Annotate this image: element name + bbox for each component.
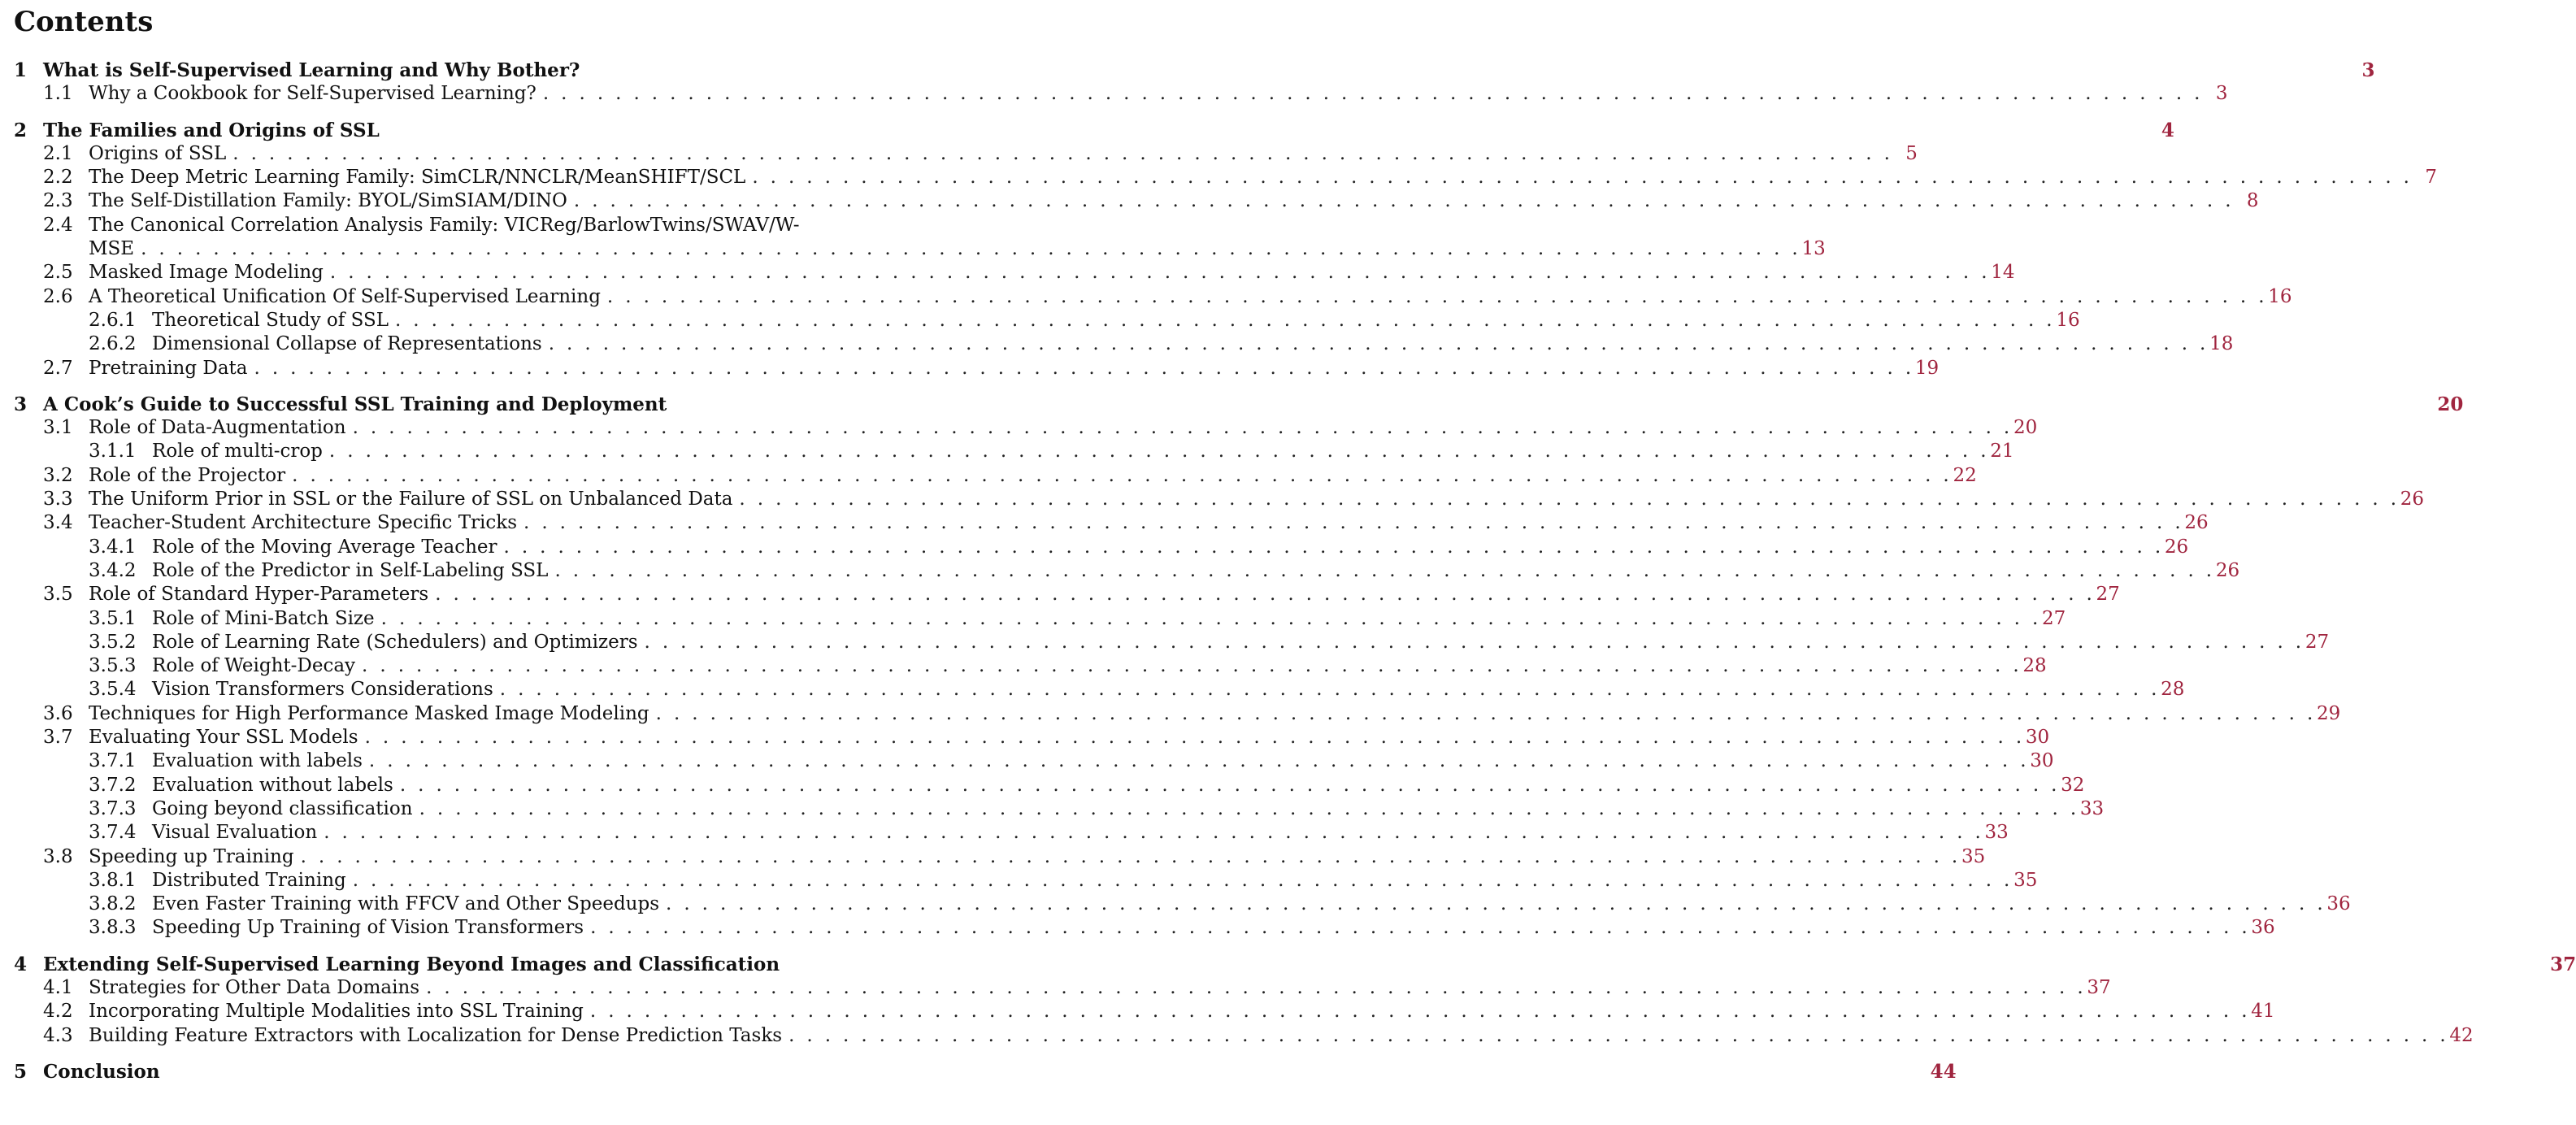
entry-page-number[interactable]: 32 — [2061, 774, 2085, 796]
subsubsection-entry[interactable] — [14, 869, 2038, 893]
dot-leader — [254, 357, 1912, 380]
dot-leader — [788, 1024, 2446, 1048]
entry-title[interactable]: The Families and Origins of SSL — [43, 119, 380, 141]
entry-page-number[interactable]: 3 — [2215, 83, 2228, 105]
entry-number: 3.2 — [43, 464, 73, 486]
entry-title[interactable]: Strategies for Other Data Domains — [89, 976, 420, 998]
entry-number: 1 — [14, 59, 28, 81]
dot-leader — [353, 416, 2010, 440]
subsubsection-entry[interactable] — [14, 893, 2351, 916]
dot-leader — [590, 1000, 2248, 1023]
entry-number: 3.5.4 — [89, 679, 137, 701]
entry-title[interactable]: What is Self-Supervised Learning and Why Bother? — [43, 59, 580, 81]
subsubsection-entry[interactable] — [14, 916, 2275, 940]
entry-number: 3.7.1 — [89, 750, 137, 772]
subsubsection-entry[interactable] — [14, 797, 2105, 821]
entry-page-number[interactable]: 35 — [1961, 845, 1986, 867]
entry-number: 3.4 — [43, 512, 73, 534]
section-entry[interactable] — [14, 726, 2050, 749]
entry-page-number[interactable]: 26 — [2400, 489, 2425, 510]
section-entry[interactable] — [14, 261, 2015, 285]
entry-number: 3.5.1 — [89, 607, 137, 629]
entry-page-number[interactable]: 28 — [2022, 655, 2047, 677]
entry-page-number[interactable]: 26 — [2215, 559, 2240, 581]
subsubsection-entry[interactable] — [14, 332, 2234, 356]
entry-number: 3.7 — [43, 727, 73, 749]
entry-page-number[interactable]: 22 — [1953, 464, 1977, 486]
entry-number: 3.7.4 — [89, 822, 137, 844]
entry-page-number[interactable]: 27 — [2042, 607, 2066, 629]
entry-number: 2.2 — [43, 167, 73, 189]
entry-title[interactable]: Distributed Training — [152, 869, 346, 891]
entry-title[interactable]: Visual Evaluation — [152, 822, 318, 844]
section-entry[interactable] — [14, 142, 1918, 166]
entry-number: 3.8.3 — [89, 917, 137, 939]
entry-title[interactable]: Dimensional Collapse of Representations — [152, 333, 542, 355]
entry-page-number[interactable]: 36 — [2251, 917, 2275, 939]
entry-page-number[interactable]: 35 — [2013, 869, 2038, 891]
toc-chapter — [14, 1060, 1957, 1084]
entry-title[interactable]: Role of Standard Hyper-Parameters — [89, 584, 429, 606]
section-entry[interactable] — [14, 189, 2259, 213]
entry-number: 5 — [14, 1060, 28, 1083]
entry-title[interactable]: A Theoretical Unification Of Self-Supervised Learning — [89, 285, 601, 307]
dot-leader — [369, 749, 2026, 773]
dot-leader — [419, 797, 2077, 821]
entry-page-number[interactable]: 27 — [2096, 584, 2120, 606]
chapter-entry[interactable] — [14, 1060, 1957, 1084]
entry-number: 2.5 — [43, 262, 73, 284]
dot-leader — [292, 464, 1949, 488]
subsubsection-entry[interactable] — [14, 678, 2185, 701]
entry-number: 3.1.1 — [89, 441, 137, 463]
entry-number: 3.8 — [43, 845, 73, 867]
section-entry[interactable] — [14, 166, 2437, 189]
entry-number: 2.1 — [43, 142, 73, 164]
entry-number: 3.6 — [43, 702, 73, 724]
entry-number: 2.6.2 — [89, 333, 137, 355]
entry-number: 3.4.2 — [89, 559, 137, 581]
dot-leader — [504, 536, 2161, 559]
entry-number: 4.3 — [43, 1024, 73, 1046]
page-title: Contents — [14, 6, 154, 38]
entry-page-number[interactable]: 18 — [2209, 333, 2234, 355]
entry-page-number[interactable]: 41 — [2251, 1001, 2275, 1023]
dot-leader — [435, 583, 2092, 606]
chapter-entry[interactable] — [14, 119, 2174, 142]
section-entry[interactable] — [14, 285, 2292, 309]
entry-page-number[interactable]: 28 — [2161, 679, 2185, 701]
subsubsection-entry[interactable] — [14, 440, 2014, 463]
section-entry[interactable] — [14, 1000, 2275, 1023]
dot-leader — [395, 309, 2053, 332]
entry-number: 2.7 — [43, 357, 73, 379]
entry-title[interactable]: Teacher-Student Architecture Specific Tricks — [89, 512, 518, 534]
entry-page-number[interactable]: 30 — [2030, 750, 2054, 772]
entry-page-number[interactable]: 29 — [2316, 702, 2341, 724]
subsubsection-entry[interactable] — [14, 631, 2330, 654]
entry-page-number[interactable]: 33 — [1984, 822, 2009, 844]
entry-page-number[interactable]: 3 — [2361, 59, 2375, 81]
entry-number: 3.5.2 — [89, 631, 137, 653]
dot-leader — [666, 893, 2323, 916]
entry-page-number[interactable]: 33 — [2079, 797, 2105, 819]
dot-leader — [301, 845, 1958, 869]
dot-leader — [500, 678, 2157, 701]
dot-leader — [607, 285, 2265, 309]
entry-page-number[interactable]: 37 — [2087, 976, 2111, 998]
entry-title[interactable]: Evaluation with labels — [152, 750, 363, 772]
entry-title[interactable]: Even Faster Training with FFCV and Other Speedups — [152, 893, 660, 915]
entry-title[interactable]: Going beyond classification — [152, 797, 413, 819]
table-of-contents — [14, 59, 2576, 1084]
subsubsection-entry[interactable] — [14, 774, 2085, 797]
entry-title[interactable]: Why a Cookbook for Self-Supervised Learning? — [89, 83, 536, 105]
dot-leader — [381, 607, 2039, 631]
entry-number: 2.6 — [43, 285, 73, 307]
section-entry[interactable] — [14, 702, 2341, 726]
subsubsection-entry[interactable] — [14, 654, 2047, 678]
toc-chapter — [14, 953, 2576, 1048]
entry-page-number[interactable]: 8 — [2246, 190, 2259, 212]
section-entry[interactable] — [14, 416, 2038, 440]
entry-title[interactable]: The Deep Metric Learning Family: SimCLR/NNCLR/MeanSHIFT/SCL — [89, 167, 746, 189]
entry-title[interactable]: Extending Self-Supervised Learning Beyond Images and Classification — [43, 953, 780, 975]
dot-leader — [543, 82, 2200, 106]
entry-page-number[interactable]: 44 — [1930, 1060, 1957, 1083]
entry-title[interactable]: Role of the Predictor in Self-Labeling SSL — [152, 559, 549, 581]
dot-leader — [656, 702, 2313, 726]
entry-number: 1.1 — [43, 83, 73, 105]
subsubsection-entry[interactable] — [14, 821, 2009, 845]
entry-title[interactable]: Conclusion — [43, 1060, 160, 1083]
entry-page-number[interactable]: 26 — [2184, 512, 2209, 534]
entry-page-number[interactable]: 30 — [2025, 727, 2050, 749]
subsubsection-entry[interactable] — [14, 559, 2240, 583]
dot-leader — [590, 916, 2248, 940]
toc-chapter — [14, 59, 2375, 106]
entry-number: 4.2 — [43, 1001, 73, 1023]
entry-title[interactable]: Role of the Projector — [89, 464, 286, 486]
entry-number: 2 — [14, 119, 28, 141]
dot-leader — [752, 166, 2409, 189]
section-entry[interactable] — [14, 583, 2120, 606]
entry-page-number[interactable]: 27 — [2304, 631, 2330, 653]
dot-leader — [324, 821, 1981, 845]
section-entry[interactable] — [14, 464, 1977, 488]
entry-title[interactable]: Pretraining Data — [89, 357, 248, 379]
entry-number: 3.8.1 — [89, 869, 137, 891]
entry-title[interactable]: Evaluation without labels — [152, 774, 393, 796]
entry-title[interactable]: Vision Transformers Considerations — [152, 679, 493, 701]
entry-number: 3.5 — [43, 584, 73, 606]
entry-number: 3.1 — [43, 417, 73, 439]
entry-page-number[interactable]: 26 — [2164, 536, 2189, 558]
entry-number: 2.4 — [43, 214, 73, 236]
subsubsection-entry[interactable] — [14, 607, 2066, 631]
entry-title[interactable]: Origins of SSL — [89, 142, 227, 164]
entry-title[interactable]: Evaluating Your SSL Models — [89, 727, 358, 749]
subsubsection-entry[interactable] — [14, 749, 2054, 773]
entry-title[interactable]: Techniques for High Performance Masked Image Modeling — [89, 702, 649, 724]
chapter-entry[interactable] — [14, 953, 2576, 976]
entry-title[interactable]: The Uniform Prior in SSL or the Failure of SSL on Unbalanced Data — [89, 489, 733, 510]
entry-title[interactable]: Speeding up Training — [89, 845, 294, 867]
entry-page-number[interactable]: 16 — [2268, 285, 2292, 307]
dot-leader — [739, 488, 2396, 511]
entry-number: 2.6.1 — [89, 309, 137, 331]
entry-title[interactable]: Building Feature Extractors with Localization for Dense Prediction Tasks — [89, 1024, 783, 1046]
entry-title[interactable]: Role of the Moving Average Teacher — [152, 536, 497, 558]
entry-number: 4 — [14, 953, 28, 975]
entry-title[interactable]: The Self-Distillation Family: BYOL/SimSIAM/DINO — [89, 190, 567, 212]
entry-title[interactable]: The Canonical Correlation Analysis Family: VICReg/BarlowTwins/SWAV/W- — [89, 214, 800, 236]
entry-page-number[interactable]: 4 — [2161, 119, 2174, 141]
entry-page-number[interactable]: 20 — [2437, 393, 2464, 415]
chapter-entry[interactable] — [14, 393, 2464, 416]
entry-title[interactable]: A Cook’s Guide to Successful SSL Training and Deployment — [43, 393, 667, 415]
entry-title[interactable]: Role of multi-crop — [152, 441, 323, 463]
dot-leader — [426, 976, 2083, 1000]
section-entry[interactable] — [14, 845, 1986, 869]
entry-number: 3.4.1 — [89, 536, 137, 558]
dot-leader — [365, 726, 2022, 749]
entry-number: 4.1 — [43, 976, 73, 998]
entry-page-number[interactable]: 37 — [2550, 953, 2576, 975]
dot-leader — [549, 332, 2206, 356]
entry-page-number[interactable]: 20 — [2013, 417, 2038, 439]
entry-title[interactable]: Role of Weight-Decay — [152, 655, 356, 677]
entry-page-number[interactable]: 7 — [2425, 167, 2437, 189]
section-entry[interactable] — [14, 488, 2425, 511]
section-entry-continuation[interactable] — [14, 237, 1826, 261]
subsubsection-entry[interactable] — [14, 536, 2189, 559]
dot-leader — [329, 440, 1987, 463]
chapter-entry[interactable] — [14, 59, 2375, 82]
dot-leader — [574, 189, 2231, 213]
entry-title[interactable]: Role of Mini-Batch Size — [152, 607, 375, 629]
entry-number: 3.7.3 — [89, 797, 137, 819]
entry-number: 3.8.2 — [89, 893, 137, 915]
section-entry[interactable] — [14, 214, 863, 237]
dot-leader — [554, 559, 2212, 583]
entry-page-number[interactable]: 5 — [1905, 142, 1918, 164]
entry-page-number[interactable]: 16 — [2056, 309, 2080, 331]
entry-number: 3 — [14, 393, 28, 415]
dot-leader — [232, 142, 1890, 166]
dot-leader — [330, 261, 1987, 285]
entry-number: 3.3 — [43, 489, 73, 510]
entry-number: 2.3 — [43, 190, 73, 212]
entry-page-number[interactable]: 42 — [2449, 1024, 2474, 1046]
entry-page-number[interactable]: 14 — [1991, 262, 2015, 284]
entry-page-number[interactable]: 36 — [2326, 893, 2351, 915]
entry-title-continuation[interactable]: MSE — [89, 238, 135, 260]
entry-title[interactable]: Incorporating Multiple Modalities into SSL Training — [89, 1001, 584, 1023]
dot-leader — [362, 654, 2019, 678]
entry-page-number[interactable]: 21 — [1990, 441, 2014, 463]
section-entry[interactable] — [14, 357, 1940, 380]
subsubsection-entry[interactable] — [14, 309, 2080, 332]
entry-title[interactable]: Role of Data-Augmentation — [89, 417, 346, 439]
entry-page-number[interactable]: 19 — [1914, 357, 1940, 379]
toc-chapter — [14, 393, 2464, 940]
entry-number: 3.5.3 — [89, 655, 137, 677]
entry-title[interactable]: Role of Learning Rate (Schedulers) and Optimizers — [152, 631, 638, 653]
entry-number: 3.7.2 — [89, 774, 137, 796]
entry-title[interactable]: Theoretical Study of SSL — [152, 309, 389, 331]
dot-leader — [645, 631, 2302, 654]
dot-leader — [400, 774, 2057, 797]
dot-leader — [523, 511, 2181, 535]
dot-leader — [353, 869, 2010, 893]
section-entry[interactable] — [14, 511, 2209, 535]
section-entry[interactable] — [14, 1024, 2474, 1048]
section-entry[interactable] — [14, 82, 2228, 106]
dot-leader — [141, 237, 1798, 261]
toc-chapter — [14, 119, 2437, 380]
entry-title[interactable]: Speeding Up Training of Vision Transformers — [152, 917, 584, 939]
section-entry[interactable] — [14, 976, 2111, 1000]
entry-page-number[interactable]: 13 — [1801, 238, 1826, 260]
entry-title[interactable]: Masked Image Modeling — [89, 262, 324, 284]
